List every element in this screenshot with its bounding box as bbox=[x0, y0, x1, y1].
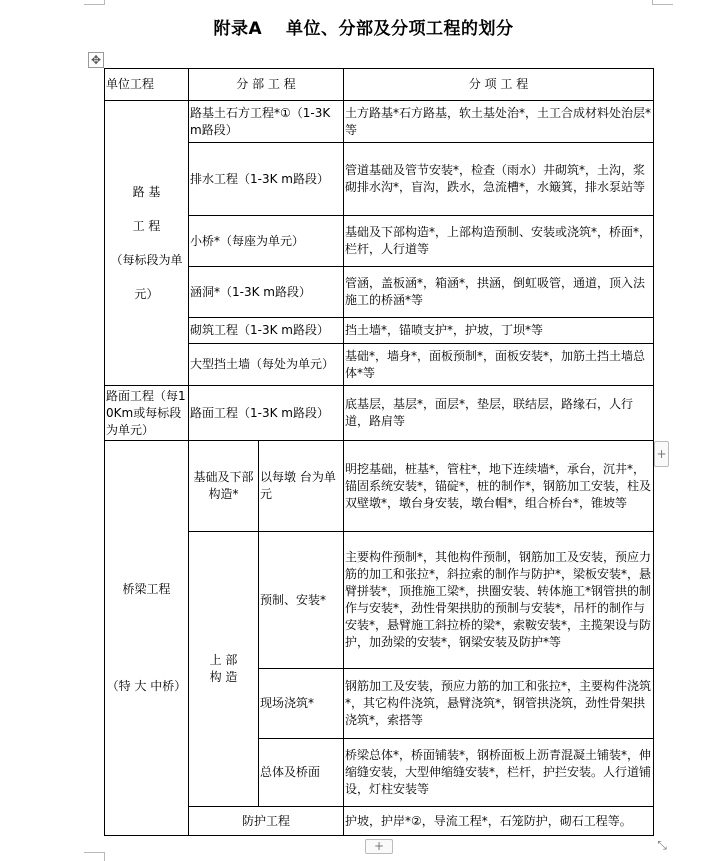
table-header-row bbox=[105, 69, 654, 101]
plus-icon: + bbox=[373, 839, 385, 853]
superstructure-part-cell bbox=[189, 532, 259, 807]
sub-part-cell: 总体及桥面 bbox=[259, 739, 344, 807]
resize-icon[interactable]: ⤡ bbox=[657, 838, 667, 852]
roadbed-unit-line1: 路 基 bbox=[132, 185, 161, 199]
move-icon[interactable]: ✥ bbox=[88, 52, 104, 68]
roadbed-unit-line3: （每标段为单元） bbox=[110, 253, 183, 301]
table-row bbox=[105, 441, 654, 532]
item-cell: 钢筋加工及安装，预应力筋的加工和张拉*，主要构件浇筑*，其它构件浇筑，悬臂浇筑*，钢管拱浇筑，劲性骨架拱浇筑*，索搭等 bbox=[344, 669, 654, 739]
sub-part-cell: 以每墩 台为单元 bbox=[259, 441, 344, 532]
item-cell: 土方路基*石方路基，软土基处治*，土工合成材料处治层*等 bbox=[344, 101, 654, 143]
item-cell: 管道基础及管节安装*，检查（雨水）井砌筑*，土沟，浆砌排水沟*，盲沟，跌水，急流槽*，水簸箕，排水泵站等 bbox=[344, 143, 654, 216]
part-cell: 大型挡土墙（每处为单元） bbox=[189, 344, 344, 386]
bridge-unit-line2: （特 大 中桥） bbox=[106, 679, 187, 693]
item-cell: 基础及下部构造*，上部构造预制、安装或浇筑*，桥面*，栏杆，人行道等 bbox=[344, 216, 654, 267]
item-cell: 管涵，盖板涵*，箱涵*，拱涵，倒虹吸管，通道，顶入法施工的桥涵*等 bbox=[344, 267, 654, 318]
part-cell: 防护工程 bbox=[189, 807, 344, 836]
sub-part-cell: 预制、安装* bbox=[259, 532, 344, 669]
bridge-unit-cell bbox=[105, 441, 189, 836]
header-part: 分 部 工 程 bbox=[189, 69, 344, 101]
table-row bbox=[105, 386, 654, 441]
part-cell: 涵洞*（1-3K m路段） bbox=[189, 267, 344, 318]
roadbed-unit-cell bbox=[105, 101, 189, 386]
superstructure-label: 上 部 构 造 bbox=[209, 653, 238, 684]
item-cell: 桥梁总体*，桥面铺装*，钢桥面板上沥青混凝土铺装*，伸缩缝安装，大型伸缩缝安装*，栏杆，护拦安装。人行道铺设，灯柱安装等 bbox=[344, 739, 654, 807]
page-corner-mark bbox=[652, 0, 673, 5]
item-cell: 挡土墙*，锚喷支护*，护坡，丁坝*等 bbox=[344, 318, 654, 344]
table-row bbox=[105, 101, 654, 143]
part-cell: 排水工程（1-3K m路段） bbox=[189, 143, 344, 216]
part-cell: 路基土石方工程*①（1-3K m路段） bbox=[189, 101, 344, 143]
page-corner-mark bbox=[84, 0, 105, 5]
add-column-button[interactable] bbox=[654, 441, 669, 467]
page-title: 附录A 单位、分部及分项工程的划分 bbox=[213, 19, 514, 39]
roadbed-unit-line2: 工 程 bbox=[132, 219, 161, 233]
part-cell: 基础及下部构造* bbox=[189, 441, 259, 532]
item-cell: 基础*，墙身*，面板预制*，面板安装*，加筋土挡土墙总体*等 bbox=[344, 344, 654, 386]
division-table bbox=[104, 68, 654, 836]
item-cell: 主要构件预制*，其他构件预制，钢筋加工及安装，预应力筋的加工和张拉*，斜拉索的制作与防护*，梁板安装*，悬臂拼装*，顶推施工梁*，拱圈安装、转体施工*钢管拱的制作与安装*，劲性骨架拱肋的预制与安装*，吊杆的制作与安装*，悬臂施工斜拉桥的梁*，索鞍安装*，主揽架设与防护，加劲梁的安装*，钢梁安装及防护*等 bbox=[344, 532, 654, 669]
part-cell: 小桥*（每座为单元） bbox=[189, 216, 344, 267]
item-cell: 明挖基础，桩基*，管柱*，地下连续墙*，承台，沉井*，锚固系统安装*，锚碇*，桩的制作*，钢筋加工安装，柱及双壁墩*，墩台身安装，墩台帽*，组合桥台*，锥坡等 bbox=[344, 441, 654, 532]
item-cell: 护坡，护岸*②，导流工程*，石笼防护，砌石工程等。 bbox=[344, 807, 654, 836]
header-item: 分 项 工 程 bbox=[344, 69, 654, 101]
add-row-button[interactable] bbox=[365, 839, 393, 854]
header-unit: 单位工程 bbox=[105, 69, 189, 101]
plus-icon: + bbox=[656, 447, 667, 461]
part-cell: 砌筑工程（1-3K m路段） bbox=[189, 318, 344, 344]
item-cell: 底基层，基层*，面层*，垫层，联结层，路缘石，人行道，路肩等 bbox=[344, 386, 654, 441]
bridge-unit-line1: 桥梁工程 bbox=[122, 582, 171, 596]
part-cell: 路面工程（1-3K m路段） bbox=[189, 386, 344, 441]
sub-part-cell: 现场浇筑* bbox=[259, 669, 344, 739]
pavement-unit-cell: 路面工程（每10Km或每标段为单元） bbox=[105, 386, 189, 441]
